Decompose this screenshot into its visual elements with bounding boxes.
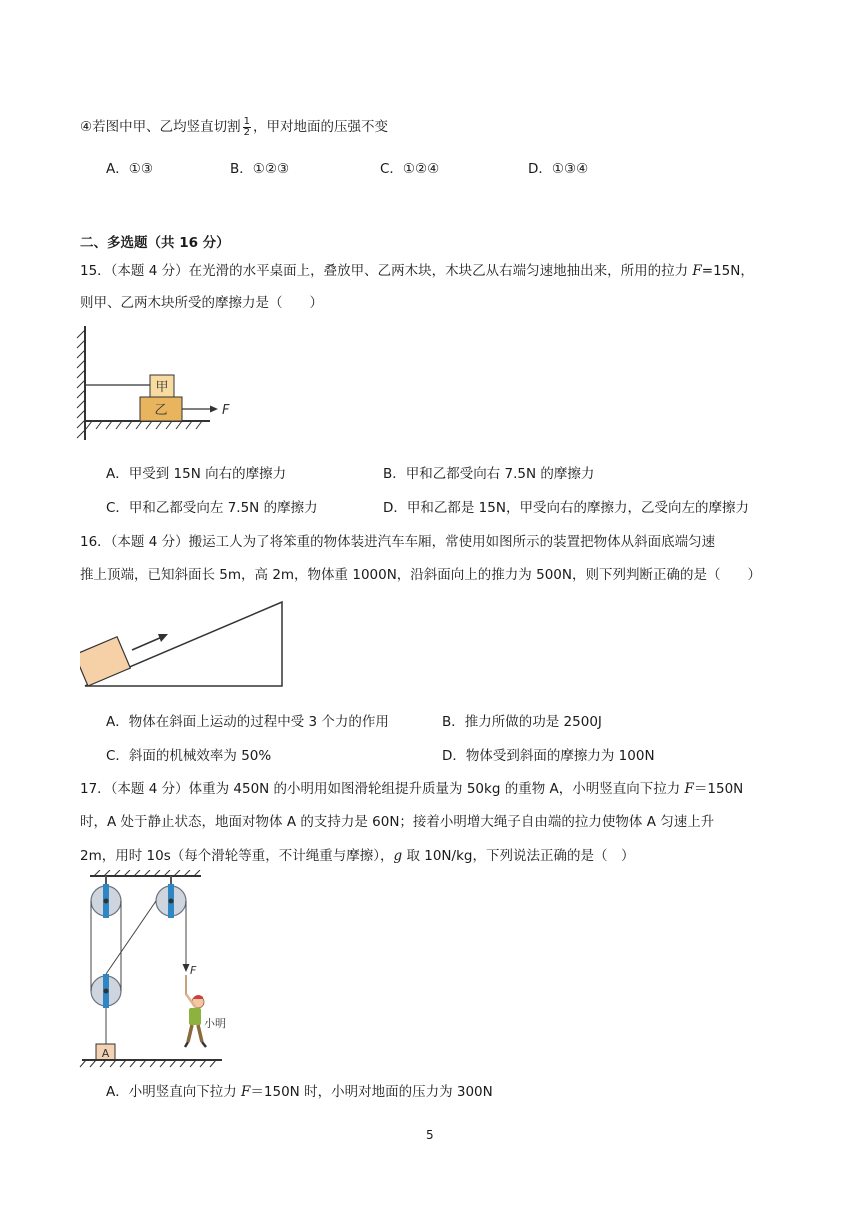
box-on-incline (80, 637, 130, 686)
ground-hatching (80, 1060, 216, 1067)
push-arrow-icon (158, 634, 168, 642)
q17-stem-line-3 (80, 844, 634, 864)
q16-figure (80, 598, 290, 692)
q14-option-b: B．①②③ (230, 161, 290, 177)
q15-stem-line-1 (80, 259, 754, 279)
q14-statement-4 (80, 115, 388, 138)
q17-option-a-text: A．小明竖直向下拉力 (106, 1084, 242, 1100)
q17-stem-text: 17．（本题 4 分）体重为 450N 的小明用如图滑轮组提升质量为 50kg 的重物 A，小明竖直向下拉力 (80, 781, 685, 797)
q16-option-b: B．推力所做的功是 2500J (442, 714, 602, 730)
page-number: 5 (426, 1128, 434, 1142)
q16-option-a: A．物体在斜面上运动的过程中受 3 个力的作用 (106, 714, 389, 730)
q15-figure (70, 322, 250, 446)
q17-option-a-text-end: 时，小明对地面的压力为 300N (299, 1084, 493, 1100)
q15-option-a: A．甲受到 15N 向右的摩擦力 (106, 466, 287, 482)
q14-statement-4-prefix: ④若图中甲、乙均竖直切割 (80, 119, 241, 135)
q17-option-a-variable: F (241, 1084, 251, 1100)
q15-option-b: B．甲和乙都受向右 7.5N 的摩擦力 (383, 466, 595, 482)
q15-stem-text: 15．（本题 4 分）在光滑的水平桌面上，叠放甲、乙两木块，木块乙从右端匀速地抽出来，所用的拉力 (80, 263, 693, 279)
wall-hatching (77, 330, 85, 438)
q17-stem-line-1 (80, 777, 743, 797)
person-label: 小明 (204, 1017, 226, 1030)
q17-stem-text-end: 取 10N/kg，下列说法正确的是（ ） (402, 848, 635, 864)
q14-option-d: D．①③④ (528, 161, 589, 177)
q16-stem-line-2: 推上顶端，已知斜面长 5m，高 2m，物体重 1000N，沿斜面向上的推力为 500N，则下列判断正确的是（ ） (80, 567, 761, 583)
q17-pulley-figure (76, 870, 246, 1068)
q15-option-c: C．甲和乙都受向左 7.5N 的摩擦力 (106, 500, 318, 516)
q17-stem-text: 2m，用时 10s（每个滑轮等重，不计绳重与摩擦）， (80, 848, 394, 864)
load-block-a-label: A (101, 1047, 110, 1060)
q16-option-d: D．物体受到斜面的摩擦力为 100N (442, 748, 655, 764)
force-arrow-icon (183, 964, 190, 972)
q14-statement-4-suffix: ，甲对地面的压强不变 (252, 119, 388, 135)
q14-option-c: C．①②④ (380, 161, 440, 177)
q15-option-d: D．甲和乙都是 15N，甲受向右的摩擦力，乙受向左的摩擦力 (383, 500, 749, 516)
q16-stem-line-1: 16．（本题 4 分）搬运工人为了将笨重的物体装进汽车车厢，常使用如图所示的装置把物体从斜面底端匀速 (80, 534, 716, 550)
floor-hatching (86, 421, 202, 429)
fraction-denominator: 2 (243, 126, 250, 138)
push-arrow-shaft (132, 637, 162, 650)
section-heading: 二、多选题（共 16 分） (80, 235, 230, 251)
block-jia-label: 甲 (155, 380, 169, 395)
q17-option-a-value: ＝150N (250, 1084, 300, 1100)
q15-stem-line-2: 则甲、乙两木块所受的摩擦力是（ ） (80, 295, 323, 311)
force-arrow-icon (210, 406, 218, 413)
q17-force-value: ＝150N (693, 781, 744, 797)
q17-option-a (106, 1080, 493, 1100)
q14-option-a: A．①③ (106, 161, 153, 177)
person-xiaoming (185, 975, 206, 1047)
force-label: F (222, 403, 230, 418)
q15-stem-text-end: =15N， (701, 263, 754, 279)
q17-stem-line-2: 时，A 处于静止状态，地面对物体 A 的支持力是 60N；接着小明增大绳子自由端的拉力使物体 A 匀速上升 (80, 814, 715, 830)
q15-force-variable: F (692, 263, 702, 279)
q17-force-variable: F (684, 781, 694, 797)
force-label: F (190, 964, 197, 977)
block-yi-label: 乙 (154, 403, 168, 418)
fraction-numerator: 1 (243, 115, 250, 127)
q16-option-c: C．斜面的机械效率为 50% (106, 748, 272, 764)
gravity-variable: g (393, 848, 403, 864)
fraction-one-half (243, 117, 251, 138)
